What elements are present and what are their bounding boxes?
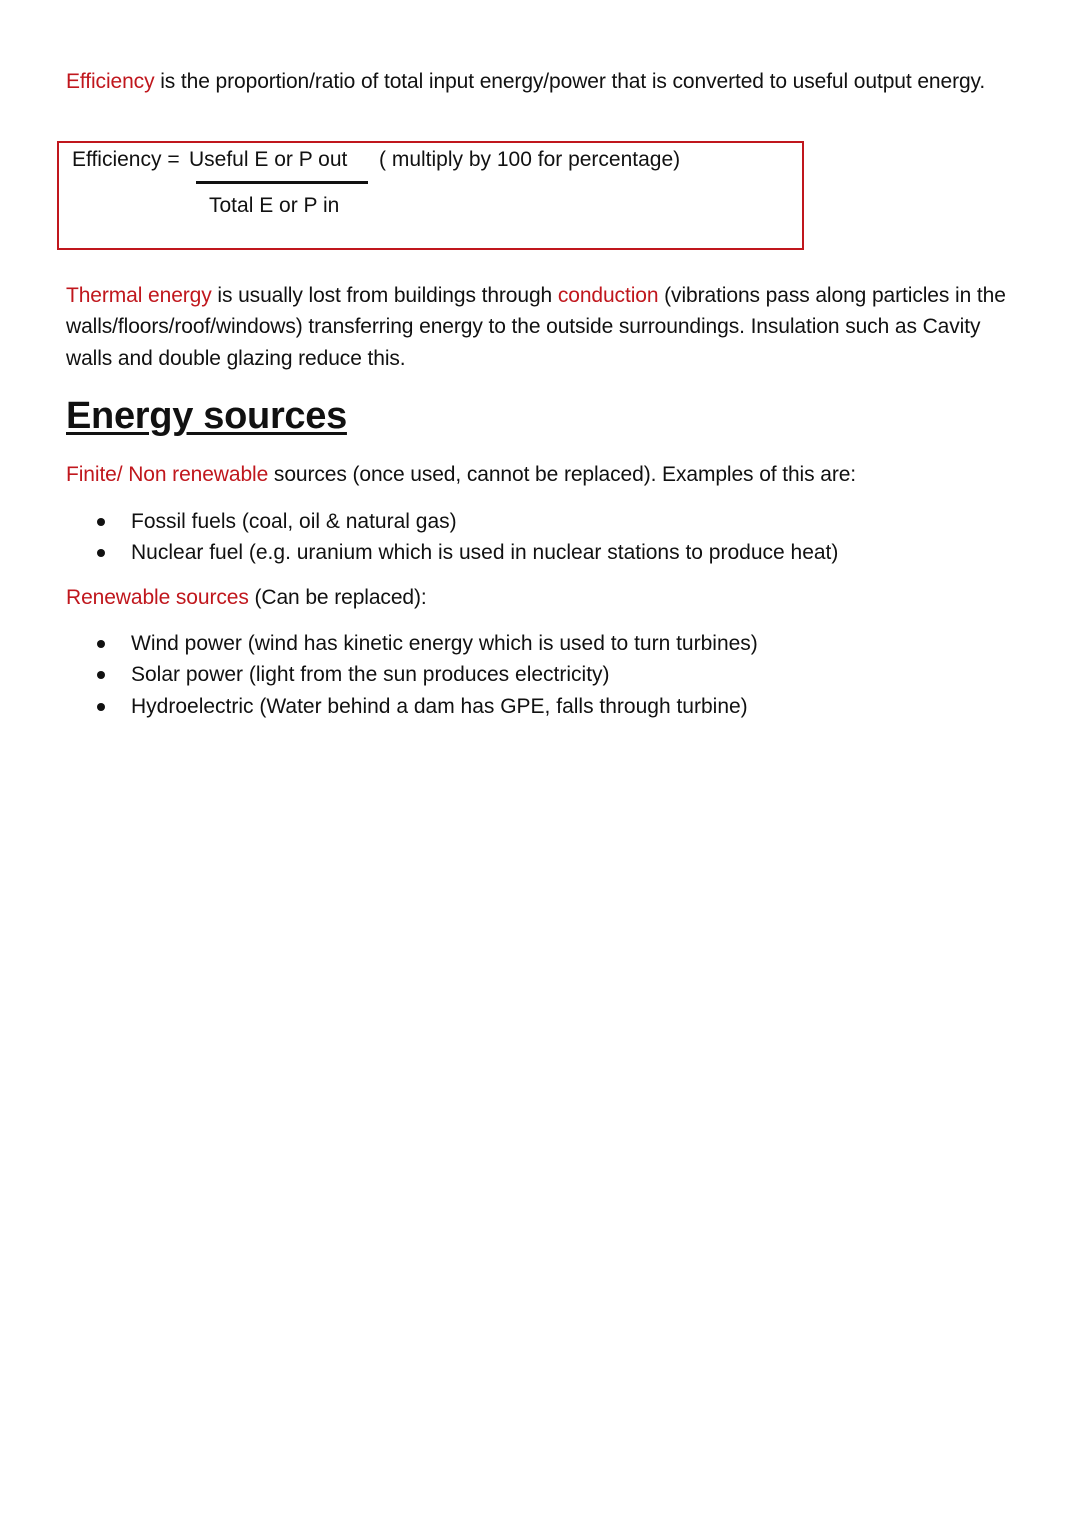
thermal-text-1: is usually lost from buildings through (211, 284, 558, 307)
renewable-term: Renewable sources (66, 586, 249, 609)
list-item (0, 691, 1000, 722)
list-item-text: Nuclear fuel (e.g. uranium which is used in nuclear stations to produce heat) (131, 541, 839, 565)
renewable-intro-text: (Can be replaced): (248, 586, 427, 609)
bullet-icon (97, 518, 105, 526)
equation-denominator: Total E or P in (209, 194, 340, 217)
equation-lhs: Efficiency = (72, 148, 180, 171)
efficiency-definition (66, 66, 1016, 97)
thermal-energy-term: Thermal energy (66, 284, 212, 307)
efficiency-term: Efficiency (66, 70, 155, 93)
finite-term: Finite/ Non renewable (66, 463, 269, 486)
equation-note: ( multiply by 100 for percentage) (379, 148, 681, 171)
list-item (0, 628, 1000, 659)
bullet-icon (97, 549, 105, 557)
section-heading: Energy sources (66, 395, 347, 437)
efficiency-definition-text: is the proportion/ratio of total input energy/power that is converted to useful output energy. (154, 70, 986, 93)
bullet-icon (97, 671, 105, 679)
list-item (0, 506, 1000, 537)
renewable-sources-list (0, 628, 1000, 722)
finite-sources-intro (66, 459, 1016, 490)
finite-sources-list (0, 506, 1000, 569)
bullet-icon (97, 703, 105, 711)
list-item-text: Hydroelectric (Water behind a dam has GPE, falls through turbine) (131, 694, 748, 718)
fraction-bar (196, 181, 368, 184)
bullet-icon (97, 640, 105, 648)
conduction-term: conduction (557, 284, 659, 307)
equation-numerator: Useful E or P out (189, 148, 348, 171)
renewable-sources-intro (66, 582, 1016, 613)
finite-intro-text: sources (once used, cannot be replaced). Examples of this are: (268, 463, 857, 486)
thermal-text-2: (vibrations pass along particles in the walls/floors/roof/windows) transferring energy to the outside surroundings. Insulation such as Cavity walls and double glazing reduce this. (66, 284, 1006, 370)
thermal-energy-paragraph (66, 280, 1016, 374)
list-item-text: Fossil fuels (coal, oil & natural gas) (131, 510, 457, 533)
list-item-text: Solar power (light from the sun produces electricity) (131, 663, 610, 687)
efficiency-equation-box (57, 141, 804, 250)
list-item (0, 537, 1000, 568)
list-item-text: Wind power (wind has kinetic energy which is used to turn turbines) (131, 632, 758, 655)
list-item (0, 659, 1000, 690)
